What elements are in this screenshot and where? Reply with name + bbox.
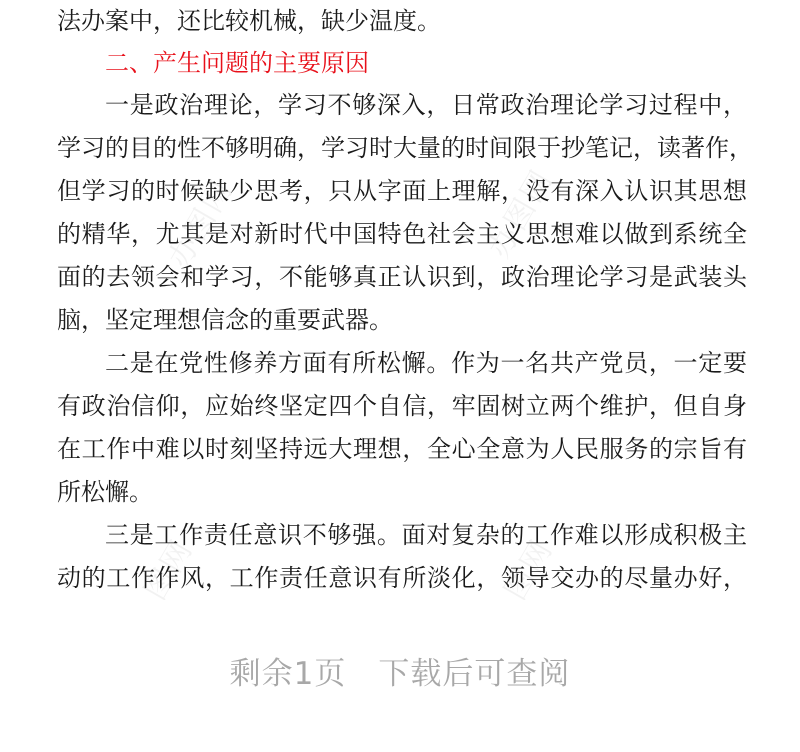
paragraph-line: 一是政治理论，学习不够深入，日常政治理论学习过程中， (105, 91, 747, 119)
watermark: 办图网 (161, 173, 241, 275)
paragraph-line: 在工作中难以时刻坚持远大理想，全心全意为人民服务的宗旨有 (57, 435, 747, 463)
paragraph-line: 学习的目的性不够明确，学习时大量的时间限于抄笔记，读著作， (57, 134, 753, 162)
remaining-pages-notice[interactable]: 剩余1页 下载后可查阅 (229, 656, 571, 692)
paragraph-line: 的精华，尤其是对新时代中国特色社会主义思想难以做到系统全 (57, 220, 747, 248)
paragraph-line: 面的去领会和学习，不能够真正认识到，政治理论学习是武装头 (57, 263, 747, 291)
watermark: 办图网 (481, 533, 561, 635)
paragraph-line: 动的工作作风，工作责任意识有所淡化，领导交办的尽量办好， (57, 564, 747, 592)
paragraph-line: 但学习的时候缺少思考，只从字面上理解，没有深入认识其思想 (57, 177, 747, 205)
paragraph-line: 有政治信仰，应始终坚定四个自信，牢固树立两个维护，但自身 (57, 392, 747, 420)
paragraph-line: 所松懈。 (57, 478, 153, 506)
paragraph-line: 脑，坚定理想信念的重要武器。 (57, 306, 393, 334)
section-heading: 二、产生问题的主要原因 (105, 49, 369, 77)
paragraph-line: 二是在党性修养方面有所松懈。作为一名共产党员，一定要 (105, 349, 747, 377)
paragraph-line: 三是工作责任意识不够强。面对复杂的工作难以形成积极主 (105, 521, 747, 549)
watermark: 办图网 (481, 163, 561, 265)
paragraph-line: 法办案中，还比较机械，缺少温度。 (57, 7, 441, 35)
watermark: 办图网 (121, 533, 201, 635)
